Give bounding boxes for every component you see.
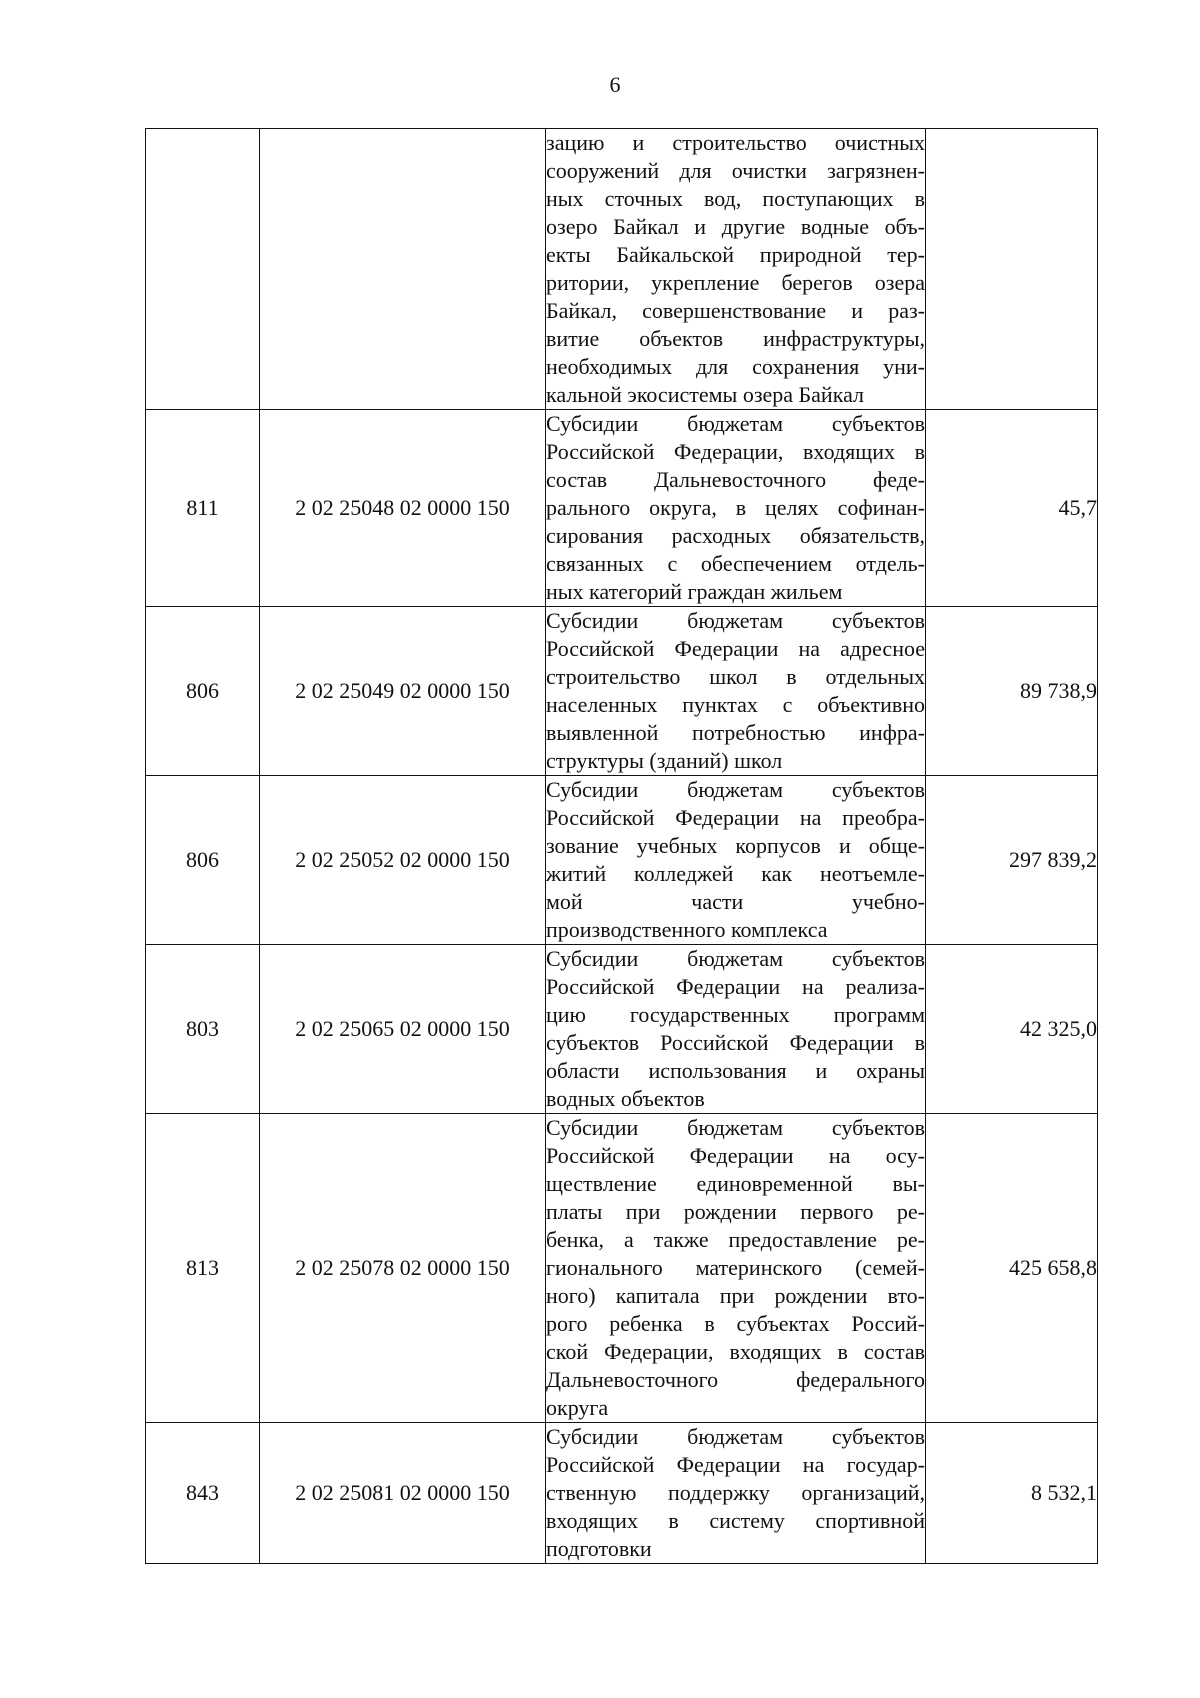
amount-cell: 297 839,2	[926, 776, 1098, 945]
revenue-name-line: рального округа, в целях софинан-	[546, 495, 925, 520]
revenue-name-cell	[546, 1423, 926, 1564]
budget-classification-code-cell: 2 02 25052 02 0000 150	[260, 776, 546, 945]
revenue-name-line: необходимых для сохранения уни-	[546, 354, 925, 379]
table-row	[146, 410, 1098, 607]
revenue-name-line: Субсидии бюджетам субъектов	[546, 1424, 925, 1449]
revenue-name-line: субъектов Российской Федерации в	[546, 1030, 925, 1055]
revenue-name-line: структуры (зданий) школ	[546, 748, 783, 773]
revenue-name-line: сооружений для очистки загрязнен-	[546, 158, 925, 183]
revenue-name-line: Российской Федерации на адресное	[546, 636, 925, 661]
revenue-name-line: зацию и строительство очистных	[546, 130, 925, 155]
revenue-name-line: житий колледжей как неотъемле-	[546, 861, 925, 886]
revenue-name-line: витие объектов инфраструктуры,	[546, 326, 925, 351]
budget-classification-code-cell: 2 02 25065 02 0000 150	[260, 945, 546, 1114]
revenue-name-line: Российской Федерации на осу-	[546, 1143, 925, 1168]
revenue-name-line: области использования и охраны	[546, 1058, 925, 1083]
table-row	[146, 1114, 1098, 1423]
revenue-name-cell	[546, 410, 926, 607]
revenue-name-cell	[546, 1114, 926, 1423]
revenue-name-line: ритории, укрепление берегов озера	[546, 270, 925, 295]
revenue-name-line: зование учебных корпусов и обще-	[546, 833, 925, 858]
revenue-name-line: рого ребенка в субъектах Россий-	[546, 1311, 925, 1336]
budget-classification-code-cell: 2 02 25078 02 0000 150	[260, 1114, 546, 1423]
revenue-name-line: мой части учебно-	[546, 889, 925, 914]
revenue-name-line: состав Дальневосточного феде-	[546, 467, 925, 492]
budget-classification-code-cell: 2 02 25049 02 0000 150	[260, 607, 546, 776]
revenue-name-line: ных сточных вод, поступающих в	[546, 186, 925, 211]
revenue-name-line: Российской Федерации, входящих в	[546, 439, 925, 464]
amount-cell: 425 658,8	[926, 1114, 1098, 1423]
revenue-name-cell	[546, 129, 926, 410]
revenue-name-line: бенка, а также предоставление ре-	[546, 1227, 925, 1252]
page-number: 6	[609, 72, 621, 97]
revenue-name-cell	[546, 776, 926, 945]
revenue-name-line: входящих в систему спортивной	[546, 1508, 925, 1533]
revenue-name-line: ственную поддержку организаций,	[546, 1480, 925, 1505]
table-row	[146, 945, 1098, 1114]
amount-cell: 8 532,1	[926, 1423, 1098, 1564]
revenue-name-line: водных объектов	[546, 1086, 705, 1111]
revenue-name-line: Российской Федерации на реализа-	[546, 974, 925, 999]
revenue-name-line: ской Федерации, входящих в состав	[546, 1339, 925, 1364]
revenue-name-line: населенных пунктах с объективно	[546, 692, 925, 717]
revenue-name-line: ных категорий граждан жильем	[546, 579, 843, 604]
amount-cell: 42 325,0	[926, 945, 1098, 1114]
admin-code-cell: 803	[146, 945, 260, 1114]
table-row	[146, 1423, 1098, 1564]
revenue-name-line: платы при рождении первого ре-	[546, 1199, 925, 1224]
revenue-name-line: Субсидии бюджетам субъектов	[546, 946, 925, 971]
revenue-name-line: кальной экосистемы озера Байкал	[546, 382, 865, 407]
admin-code-cell	[146, 129, 260, 410]
revenue-name-line: озеро Байкал и другие водные объ-	[546, 214, 925, 239]
revenue-name-line: гионального материнского (семей-	[546, 1255, 925, 1280]
revenue-name-line: екты Байкальской природной тер-	[546, 242, 925, 267]
revenue-name-line: Российской Федерации на государ-	[546, 1452, 925, 1477]
table-row	[146, 129, 1098, 410]
admin-code-cell: 813	[146, 1114, 260, 1423]
revenue-name-line: производственного комплекса	[546, 917, 828, 942]
admin-code-cell: 806	[146, 776, 260, 945]
revenue-name-cell	[546, 607, 926, 776]
revenue-name-line: Субсидии бюджетам субъектов	[546, 608, 925, 633]
revenue-name-line: связанных с обеспечением отдель-	[546, 551, 925, 576]
revenue-name-line: ществление единовременной вы-	[546, 1171, 925, 1196]
table-row	[146, 607, 1098, 776]
budget-classification-code-cell: 2 02 25048 02 0000 150	[260, 410, 546, 607]
revenue-name-line: Российской Федерации на преобра-	[546, 805, 925, 830]
revenue-name-line: подготовки	[546, 1536, 652, 1561]
revenue-name-line: Субсидии бюджетам субъектов	[546, 777, 925, 802]
amount-cell: 89 738,9	[926, 607, 1098, 776]
admin-code-cell: 806	[146, 607, 260, 776]
revenue-name-line: цию государственных программ	[546, 1002, 925, 1027]
amount-cell: 45,7	[926, 410, 1098, 607]
admin-code-cell: 811	[146, 410, 260, 607]
revenue-name-cell	[546, 945, 926, 1114]
revenue-name-line: строительство школ в отдельных	[546, 664, 925, 689]
revenue-name-line: Субсидии бюджетам субъектов	[546, 1115, 925, 1140]
revenue-name-line: Дальневосточного федерального	[546, 1367, 925, 1392]
revenue-name-line: Субсидии бюджетам субъектов	[546, 411, 925, 436]
revenue-name-line: ного) капитала при рождении вто-	[546, 1283, 925, 1308]
revenue-name-line: сирования расходных обязательств,	[546, 523, 925, 548]
budget-classification-code-cell	[260, 129, 546, 410]
budget-revenue-table	[145, 128, 1098, 1564]
amount-cell	[926, 129, 1098, 410]
table-row	[146, 776, 1098, 945]
table-body	[146, 129, 1098, 1564]
revenue-name-line: Байкал, совершенствование и раз-	[546, 298, 925, 323]
budget-classification-code-cell: 2 02 25081 02 0000 150	[260, 1423, 546, 1564]
revenue-name-line: выявленной потребностью инфра-	[546, 720, 925, 745]
revenue-name-line: округа	[546, 1395, 609, 1420]
admin-code-cell: 843	[146, 1423, 260, 1564]
